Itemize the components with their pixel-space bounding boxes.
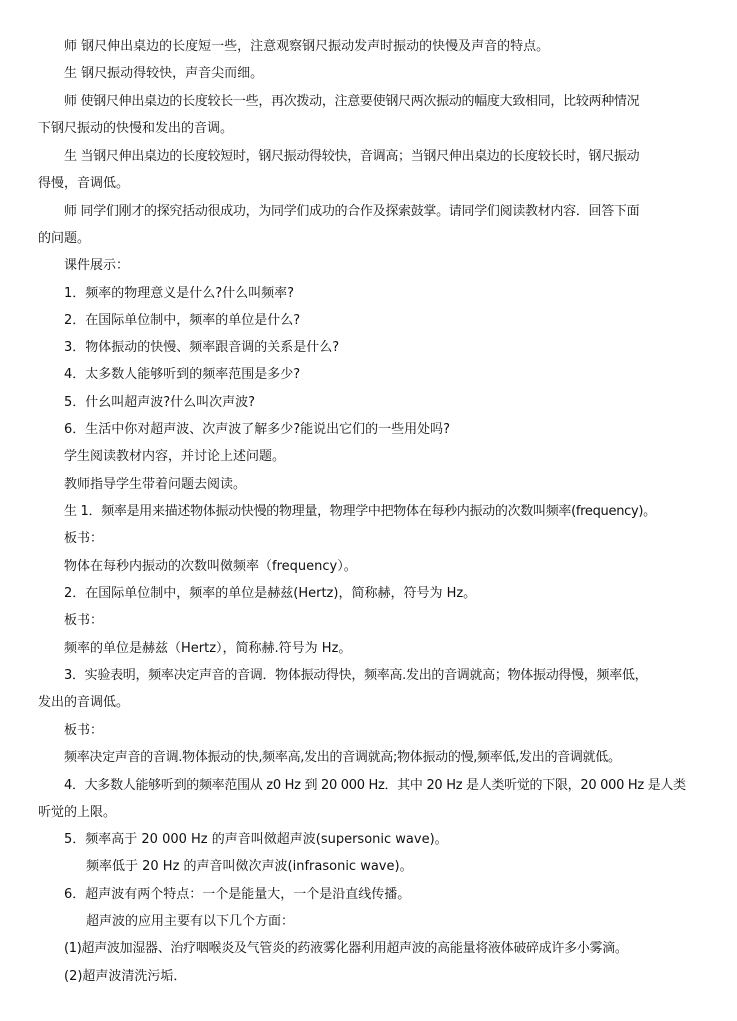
section-heading: 课件展示： xyxy=(64,258,130,273)
text-line: 听觉的上限。 xyxy=(38,805,117,820)
question-item: 2．在国际单位制中，频率的单位是什么? xyxy=(64,313,301,328)
board-label: 板书： xyxy=(64,531,104,546)
question-item: 3．物体振动的快慢、频率跟音调的关系是什么? xyxy=(64,340,340,355)
text-line: 超声波的应用主要有以下几个方面： xyxy=(86,914,295,929)
text-line: 2．在国际单位制中，频率的单位是赫兹(Hertz)，简称赫，符号为 Hz。 xyxy=(64,586,477,601)
text-line: 学生阅读教材内容，并讨论上述问题。 xyxy=(64,449,286,464)
text-line: 5．频率高于 20 000 Hz 的声音叫傚超声波(supersonic wave)。 xyxy=(64,832,448,847)
question-item: 1．频率的物理意义是什么?什么叫频率? xyxy=(64,286,295,301)
text-line: 6．超声波有两个特点：一个是能量大，一个是沿直线传播。 xyxy=(64,887,411,902)
text-line: 的问题。 xyxy=(38,231,91,246)
question-item: 6．生活中你对超声波、次声波了解多少?能说出它们的一些用处吗? xyxy=(64,422,451,437)
text-line: 下钢尺振动的快慢和发出的音调。 xyxy=(38,121,234,136)
text-line: 频率低于 20 Hz 的声音叫傚次声波(infrasonic wave)。 xyxy=(86,859,413,874)
board-label: 板书： xyxy=(64,613,104,628)
text-line: 频率决定声音的音调.物体振动的快,频率高,发出的音调就高;物体振动的慢,频率低,发出的音调就低。 xyxy=(64,750,621,765)
board-label: 板书： xyxy=(64,723,104,738)
text-line: 发出的音调低。 xyxy=(38,695,130,710)
list-item: (2)超声波清洗污垢． xyxy=(64,969,187,984)
text-line: 生 当钢尺伸出桌边的长度较短时，钢尺振动得较快，音调高；当钢尺伸出桌边的长度较长时，钢尺振动 xyxy=(64,149,640,164)
list-item: (1)超声波加湿器、治疗咽喉炎及气管炎的药液雾化器利用超声波的高能量将液体破碎成许多小雾滴。 xyxy=(64,941,628,956)
text-line: 生 钢尺振动得较快，声音尖而细。 xyxy=(64,66,264,81)
text-line: 师 钢尺伸出桌边的长度短一些，注意观察钢尺振动发声时振动的快慢及声音的特点。 xyxy=(64,39,550,54)
text-line: 生 1．频率是用来描述物体振动快慢的物理量，物理学中把物体在每秒内振动的次数叫频率(frequency)。 xyxy=(64,504,656,519)
text-line: 得慢，音调低。 xyxy=(38,176,130,191)
text-line: 教师指导学生带着问题去阅读。 xyxy=(64,477,247,492)
question-item: 5．什幺叫超声波?什么叫次声波? xyxy=(64,395,256,410)
text-line: 师 使钢尺伸出桌边的长度较长一些，再次拨动，注意要使钢尺两次振动的幅度大致相同，比较两种情况 xyxy=(64,94,640,109)
text-line: 物体在每秒内振动的次数叫傚频率（frequency）。 xyxy=(64,559,357,574)
text-line: 师 同学们刚才的探究括动很成功，为同学们成功的合作及探索鼓掌。请同学们阅读教材内容．回答下面 xyxy=(64,204,640,219)
text-line: 3．实验表明，频率决定声音的音调．物体振动得快，频率高.发出的音调就高；物体振动得慢，频率低， xyxy=(64,668,648,683)
text-line: 频率的单位是赫兹（Hertz），简称赫.符号为 Hz。 xyxy=(64,641,352,656)
text-line: 4．大多数人能够听到的频率范围从 z0 Hz 到 20 000 Hz．其中 20 Hz 是人类听觉的下限，20 000 Hz 是人类 xyxy=(64,778,686,793)
question-item: 4．太多数人能够听到的频率范围是多少? xyxy=(64,367,301,382)
